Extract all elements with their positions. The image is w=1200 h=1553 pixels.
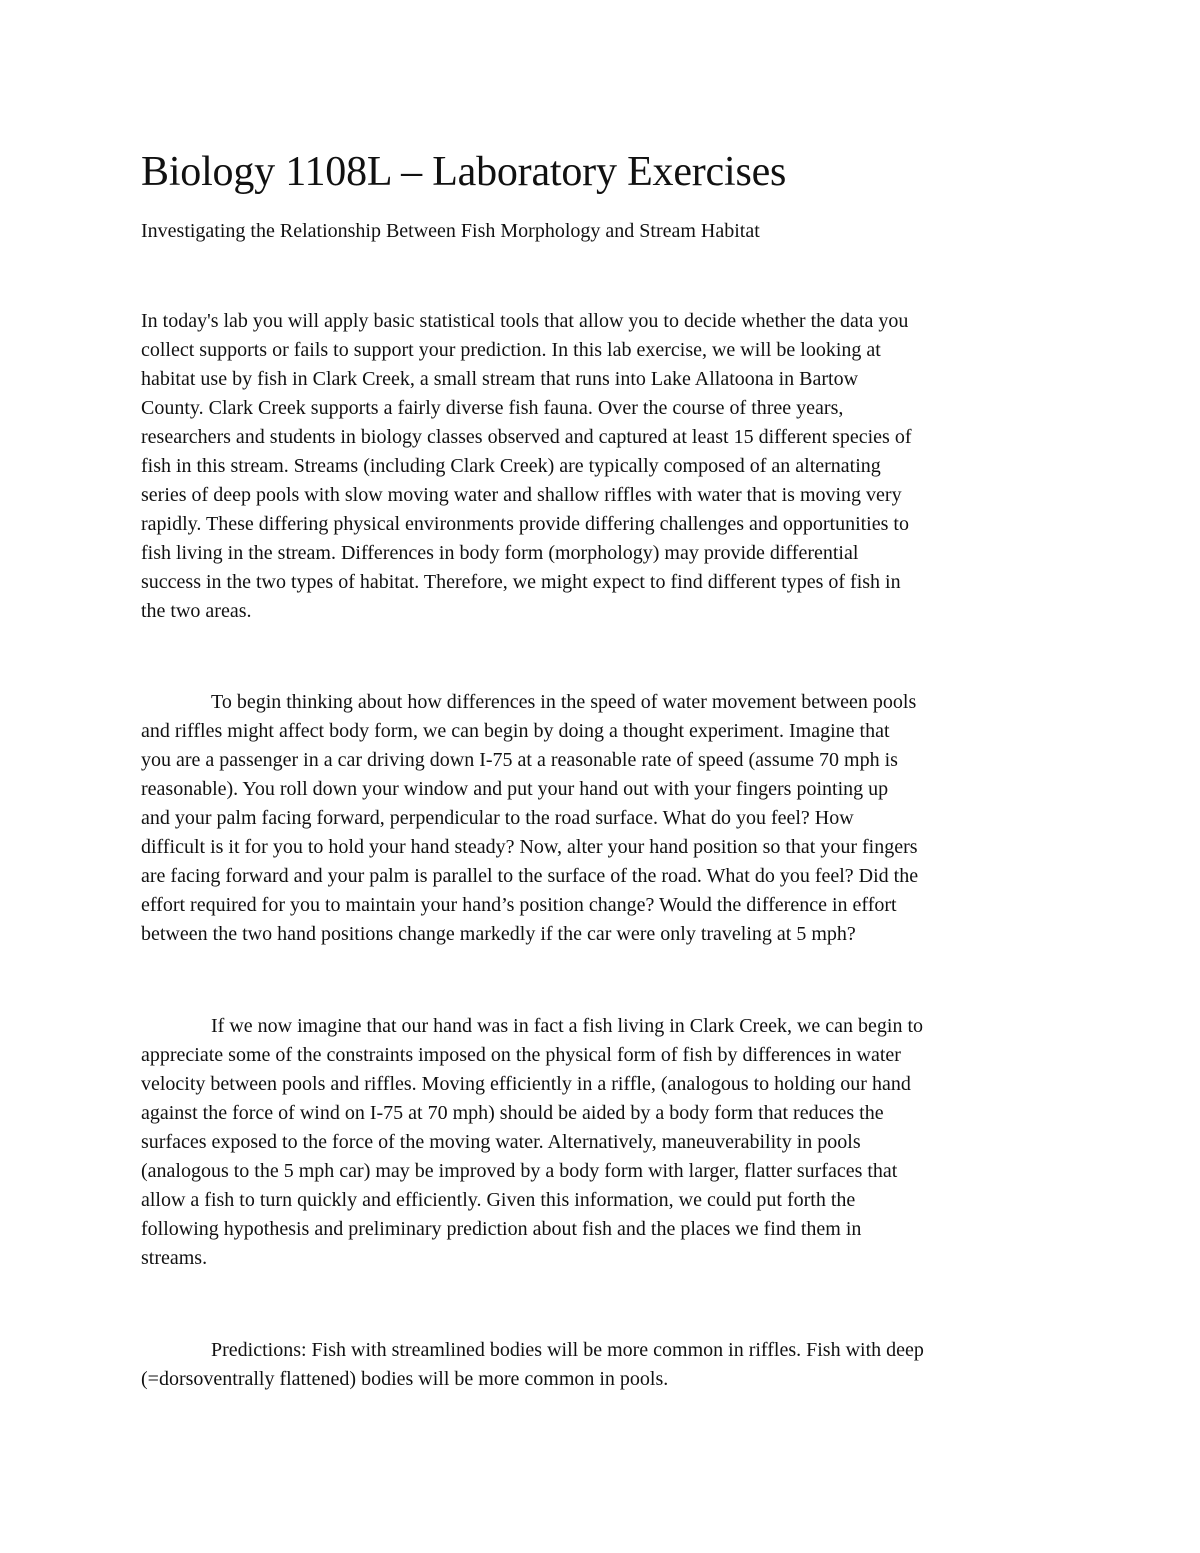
paragraph-line: you are a passenger in a car driving down I-75 at a reasonable rate of speed (assume 70 mph is <box>141 749 898 771</box>
intro-paragraph <box>141 307 1061 626</box>
paragraph-line: collect supports or fails to support your prediction. In this lab exercise, we will be looking at <box>141 339 881 361</box>
paragraph-line: and riffles might affect body form, we can begin by doing a thought experiment. Imagine that <box>141 720 890 742</box>
paragraph-line: To begin thinking about how differences in the speed of water movement between pools <box>211 691 917 713</box>
paragraph-line: allow a fish to turn quickly and efficiently. Given this information, we could put forth the <box>141 1189 856 1211</box>
paragraph-line: Predictions: Fish with streamlined bodies will be more common in riffles. Fish with deep <box>211 1339 924 1361</box>
paragraph-line: against the force of wind on I-75 at 70 mph) should be aided by a body form that reduces the <box>141 1102 884 1124</box>
paragraph-line: If we now imagine that our hand was in fact a fish living in Clark Creek, we can begin to <box>211 1015 924 1037</box>
paragraph-line: researchers and students in biology classes observed and captured at least 15 different species of <box>141 426 912 448</box>
paragraph-line: series of deep pools with slow moving water and shallow riffles with water that is moving very <box>141 484 902 506</box>
paragraph-line: habitat use by fish in Clark Creek, a small stream that runs into Lake Allatoona in Bartow <box>141 368 859 390</box>
document-subtitle: Investigating the Relationship Between Fish Morphology and Stream Habitat <box>141 220 760 242</box>
paragraph-line: rapidly. These differing physical environments provide differing challenges and opportunities to <box>141 513 909 535</box>
paragraph-line: velocity between pools and riffles. Moving efficiently in a riffle, (analogous to holding our hand <box>141 1073 911 1095</box>
paragraph-line: appreciate some of the constraints imposed on the physical form of fish by differences in water <box>141 1044 901 1066</box>
document-title: Biology 1108L – Laboratory Exercises <box>141 149 787 195</box>
paragraph-line: following hypothesis and preliminary prediction about fish and the places we find them in <box>141 1218 862 1240</box>
paragraph-line: (=dorsoventrally flattened) bodies will be more common in pools. <box>141 1368 669 1390</box>
paragraph-line: In today's lab you will apply basic statistical tools that allow you to decide whether the data you <box>141 310 909 332</box>
paragraph-line: fish living in the stream. Differences in body form (morphology) may provide differential <box>141 542 859 564</box>
thought-experiment-paragraph <box>141 688 1061 949</box>
paragraph-line: surfaces exposed to the force of the moving water. Alternatively, maneuverability in pools <box>141 1131 861 1153</box>
paragraph-line: between the two hand positions change markedly if the car were only traveling at 5 mph? <box>141 923 856 945</box>
paragraph-line: County. Clark Creek supports a fairly diverse fish fauna. Over the course of three years, <box>141 397 844 419</box>
paragraph-line: fish in this stream. Streams (including Clark Creek) are typically composed of an alternating <box>141 455 881 477</box>
paragraph-line: (analogous to the 5 mph car) may be improved by a body form with larger, flatter surfaces that <box>141 1160 898 1182</box>
paragraph-line: difficult is it for you to hold your hand steady? Now, alter your hand position so that your fingers <box>141 836 918 858</box>
paragraph-line: the two areas. <box>141 600 252 622</box>
paragraph-line: reasonable). You roll down your window and put your hand out with your fingers pointing up <box>141 778 889 800</box>
paragraph-line: success in the two types of habitat. Therefore, we might expect to find different types of fish in <box>141 571 901 593</box>
paragraph-line: and your palm facing forward, perpendicular to the road surface. What do you feel? How <box>141 807 854 829</box>
paragraph-line: effort required for you to maintain your hand’s position change? Would the difference in effort <box>141 894 897 916</box>
paragraph-line: are facing forward and your palm is parallel to the surface of the road. What do you feel? Did the <box>141 865 919 887</box>
paragraph-line: streams. <box>141 1247 208 1269</box>
predictions-paragraph <box>141 1336 1061 1394</box>
hypothesis-paragraph <box>141 1012 1061 1273</box>
